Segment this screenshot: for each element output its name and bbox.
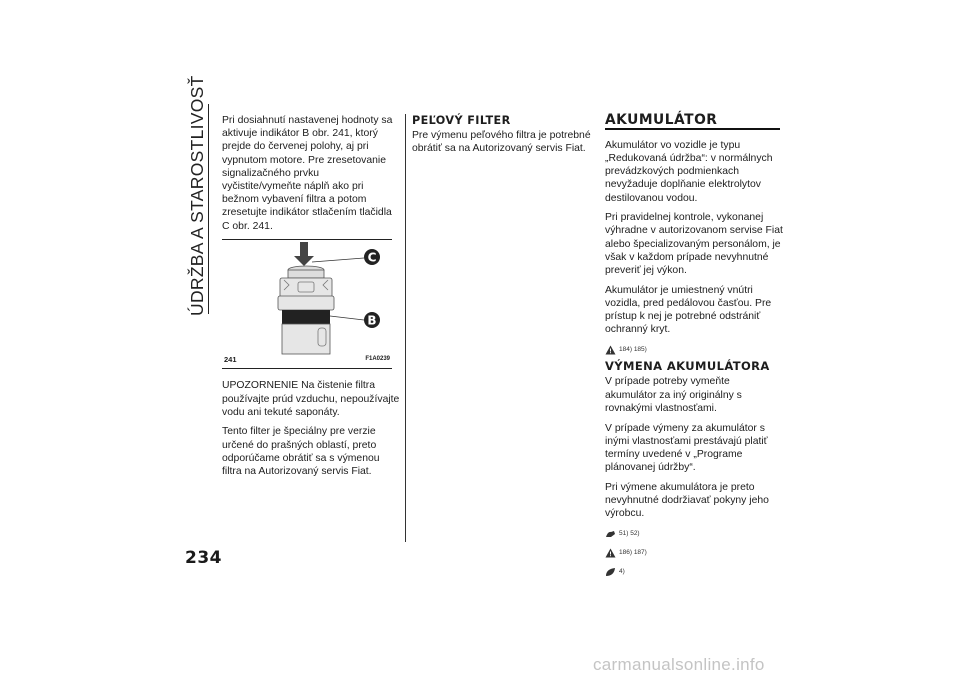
figure-241	[222, 239, 392, 369]
column-middle	[412, 114, 592, 162]
pollen-filter-heading: PEĽOVÝ FILTER	[412, 114, 511, 127]
column-right	[605, 114, 783, 583]
figure-number: 241	[224, 355, 237, 365]
warning-ref-text-2: 186) 187)	[619, 549, 647, 557]
battery-p3: Akumulátor je umiestnený vnútri vozidla, pred pedálovou časťou. Pre prístup k nej je potrebné odstrániť ochranný kryt.	[605, 284, 772, 336]
chapter-title: ÚDRŽBA A STAROSTLIVOSŤ	[187, 75, 207, 316]
column-left	[222, 114, 400, 485]
caution-ref-text: 51) 52)	[619, 529, 640, 537]
label-c: C	[367, 250, 377, 265]
watermark: carmanualsonline.info	[593, 655, 765, 674]
environment-ref-text: 4)	[619, 568, 625, 576]
chapter-rule	[208, 104, 209, 314]
battery-heading-rule	[605, 128, 780, 130]
warning-ref-186	[605, 546, 783, 559]
special-filter-note: Tento filter je špeciálny pre verzie určené do prašných oblastí, preto odporúčame obrátiť sa s výmenou filtra na Autorizovaný servis Fiat.	[222, 426, 380, 478]
battery-p6: Pri výmene akumulátora je preto nevyhnutné dodržiavať pokyny jeho výrobcu.	[605, 481, 769, 520]
pollen-filter-text: Pre výmenu peľového filtra je potrebné obrátiť sa na Autorizovaný servis Fiat.	[412, 130, 591, 155]
figure-code: F1A0239	[365, 356, 390, 363]
warning-triangle-icon	[605, 548, 616, 558]
warning-ref-text: 184) 185)	[619, 346, 647, 354]
battery-p1: Akumulátor vo vozidle je typu „Redukovaná údržba“: v normálnych prevádzkových podmienkach nevyžaduje doplňanie elektrolytov destilovanou vodou.	[605, 139, 773, 204]
press-arrow-icon	[294, 242, 314, 266]
hand-caution-icon	[605, 529, 616, 539]
battery-p5: V prípade výmeny za akumulátor s inými vlastnosťami prestávajú platiť termíny uvedené v „Programe plánovanej údržby“.	[605, 422, 768, 474]
battery-p4: V prípade potreby vymeňte akumulátor za iný originálny s rovnakými vlastnosťami.	[605, 376, 742, 414]
leaf-icon	[605, 567, 616, 577]
battery-p2: Pri pravidelnej kontrole, vykonanej výhradne v autorizovanom servise Fiat alebo špecializovaným personálom, je však v každom prípade nevyhnutné preveriť jej výkon.	[605, 212, 783, 277]
battery-replacement-heading: VÝMENA AKUMULÁTORA	[605, 359, 770, 374]
warning-ref-184	[605, 343, 783, 356]
warning-triangle-icon	[605, 345, 616, 355]
column-divider	[405, 114, 406, 542]
air-filter-illustration	[222, 240, 392, 368]
warning-note: UPOZORNENIE Na čistenie filtra používajte prúd vzduchu, nepoužívajte vodu ani tekuté saponáty.	[222, 380, 400, 418]
page-number: 234	[185, 548, 222, 568]
label-b: B	[367, 313, 377, 328]
environment-ref-4	[605, 565, 783, 578]
battery-heading: AKUMULÁTOR	[605, 112, 718, 128]
caution-ref-51	[605, 527, 783, 540]
intro-paragraph: Pri dosiahnutí nastavenej hodnoty sa aktivuje indikátor B obr. 241, ktorý prejde do červenej polohy, aj pri vypnutom motore. Pre zresetovanie signalizačného prvku vyčistite/vymeňte náplň ako pri bežnom vybavení filtra a potom zresetujte indikátor stlačením tlačidla C obr. 241.	[222, 115, 393, 232]
